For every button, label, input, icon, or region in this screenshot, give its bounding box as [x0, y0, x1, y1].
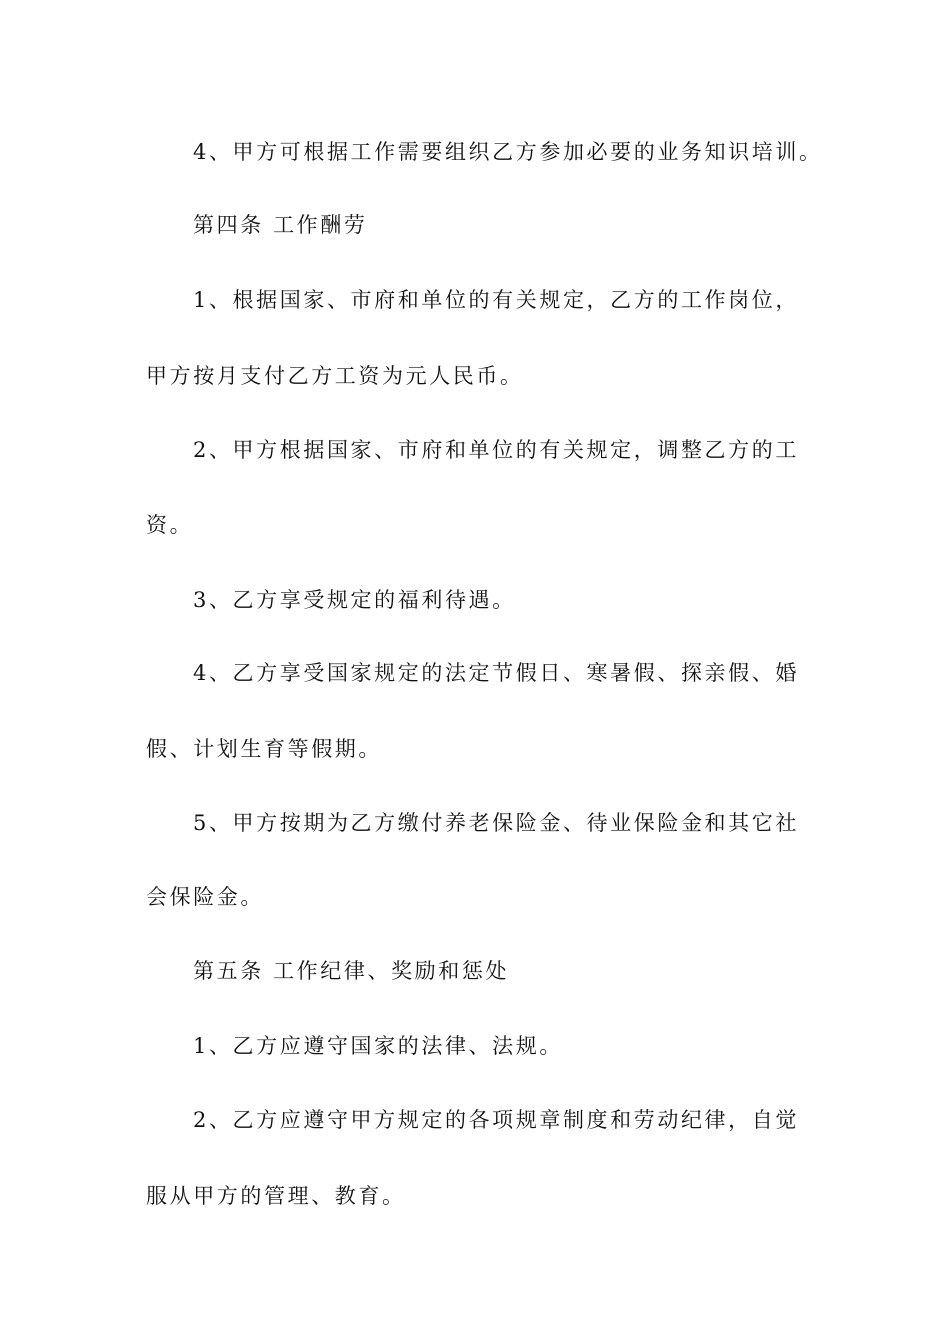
paragraph-line: 服从甲方的管理、教育。	[146, 1184, 406, 1208]
paragraph-line: 3、乙方享受规定的福利待遇。	[193, 588, 516, 612]
paragraph-line: 甲方按月支付乙方工资为元人民币。	[146, 364, 524, 388]
section-heading: 第四条 工作酬劳	[193, 213, 368, 237]
paragraph-line: 5、甲方按期为乙方缴付养老保险金、待业保险金和其它社	[193, 811, 799, 835]
paragraph-line: 会保险金。	[146, 885, 264, 909]
paragraph-line: 2、乙方应遵守甲方规定的各项规章制度和劳动纪律，自觉	[193, 1108, 799, 1132]
paragraph-line: 4、乙方享受国家规定的法定节假日、寒暑假、探亲假、婚	[193, 661, 799, 685]
paragraph-line: 资。	[146, 513, 194, 537]
paragraph-line: 1、根据国家、市府和单位的有关规定，乙方的工作岗位，	[193, 288, 799, 312]
section-heading: 第五条 工作纪律、奖励和惩处	[193, 959, 510, 983]
paragraph-line: 2、甲方根据国家、市府和单位的有关规定，调整乙方的工	[193, 438, 799, 462]
paragraph-line: 4、甲方可根据工作需要组织乙方参加必要的业务知识培训。	[193, 140, 823, 164]
paragraph-line: 1、乙方应遵守国家的法律、法规。	[193, 1034, 563, 1058]
paragraph-line: 假、计划生育等假期。	[146, 737, 382, 761]
